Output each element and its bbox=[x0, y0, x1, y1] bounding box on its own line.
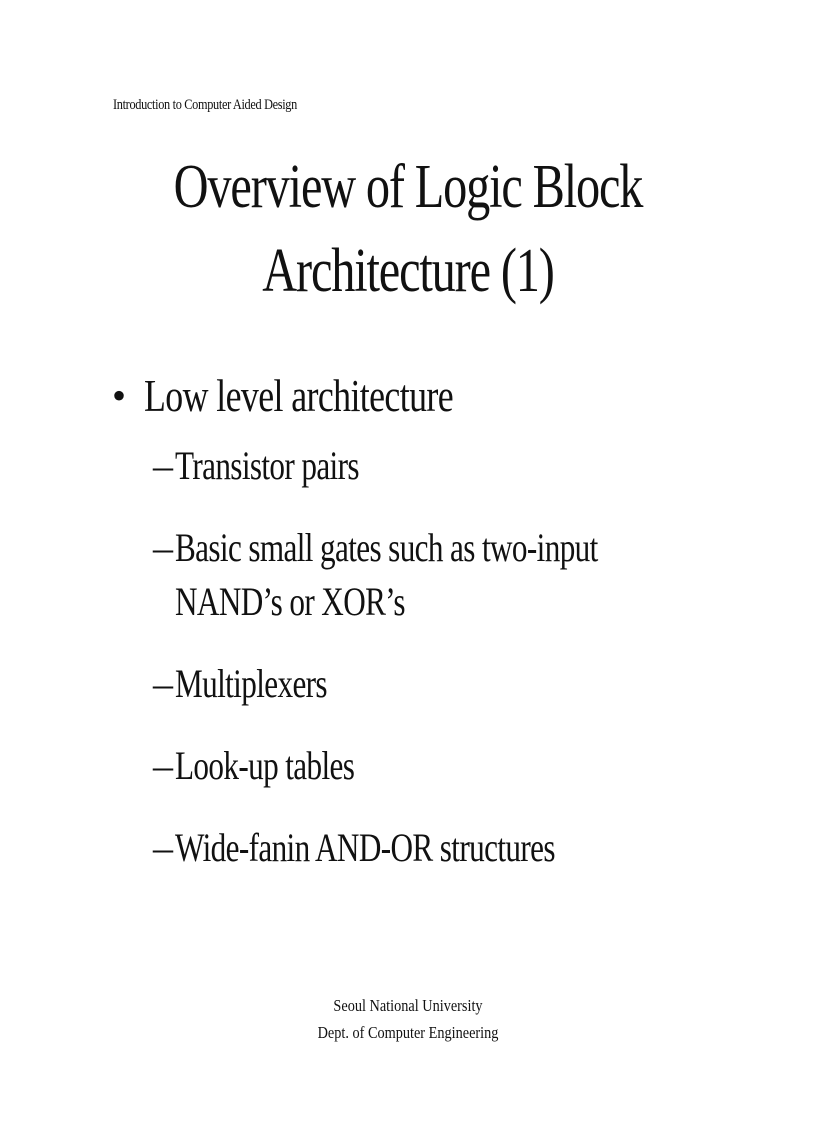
sub-item-text: Wide-fanin AND-OR structures bbox=[175, 825, 555, 870]
dash-icon: – bbox=[153, 525, 173, 570]
main-bullet bbox=[112, 365, 792, 427]
sub-item-transistor-pairs bbox=[153, 439, 792, 493]
sub-item-text: Transistor pairs bbox=[175, 443, 359, 488]
main-bullet-text: Low level architecture bbox=[144, 370, 454, 421]
course-title: Introduction to Computer Aided Design bbox=[113, 97, 297, 113]
footer-university: Seoul National University bbox=[333, 996, 483, 1015]
sub-item-text: Multiplexers bbox=[175, 661, 327, 706]
sub-item-text: Look-up tables bbox=[175, 743, 355, 788]
slide-title bbox=[0, 145, 816, 313]
dash-icon: – bbox=[153, 743, 173, 788]
bullet-list bbox=[112, 365, 792, 903]
sub-item-multiplexers bbox=[153, 657, 792, 711]
slide-title-line-2: Architecture (1) bbox=[262, 237, 554, 305]
dash-icon: – bbox=[153, 443, 173, 488]
sub-item-basic-gates bbox=[153, 521, 792, 629]
dash-icon: – bbox=[153, 825, 173, 870]
footer bbox=[0, 992, 816, 1046]
footer-department: Dept. of Computer Engineering bbox=[317, 1023, 499, 1042]
sub-item-text: Basic small gates such as two-input NAND’s or XOR’s bbox=[175, 525, 598, 624]
sub-bullet-list bbox=[112, 439, 792, 875]
bullet-dot-icon: • bbox=[112, 373, 127, 418]
slide-title-line-1: Overview of Logic Block bbox=[173, 153, 643, 221]
dash-icon: – bbox=[153, 661, 173, 706]
sub-item-lookup-tables bbox=[153, 739, 792, 793]
sub-item-and-or-structures bbox=[153, 821, 792, 875]
